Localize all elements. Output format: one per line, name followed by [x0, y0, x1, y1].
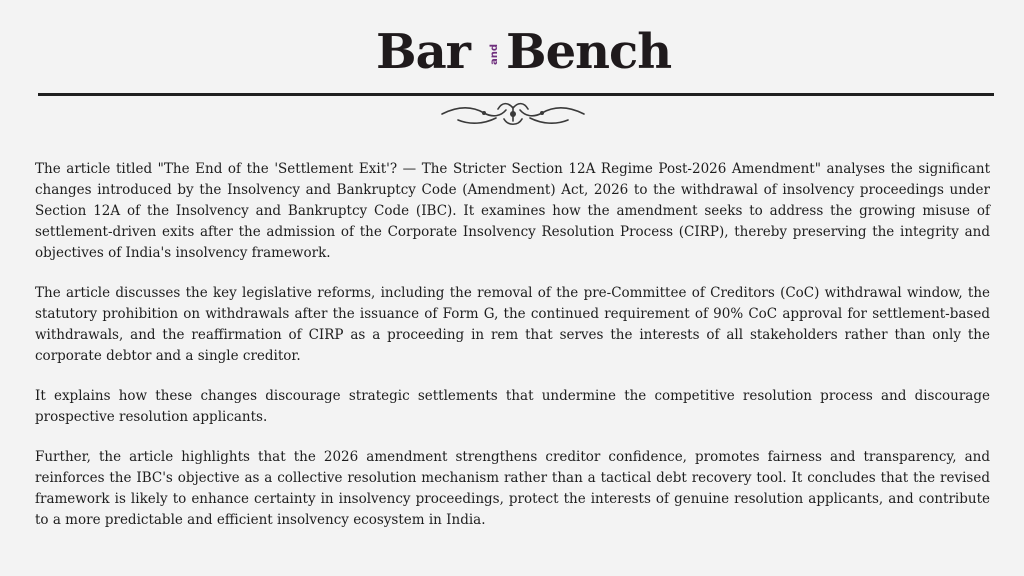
- article-paragraph-2: The article discusses the key legislative reforms, including the removal of the pre-Committee of Creditors (CoC) withdrawal window, the statutory prohibition on withdrawals after the issuance of Form G, the continued requirement of 90% CoC approval for settlement-based withdrawals, and the reaffirmation of CIRP as a proceeding in rem that serves the interests of all stakeholders rather than only the corporate debtor and a single creditor.: [35, 285, 990, 364]
- ornamental-flourish-icon: [438, 98, 588, 132]
- article-paragraph-3: It explains how these changes discourage strategic settlements that undermine the competitive resolution process and discourage prospective resolution applicants.: [35, 388, 990, 425]
- article-summary: [35, 159, 990, 550]
- masthead: [0, 18, 1024, 80]
- bar-and-bench-logo[interactable]: [376, 24, 672, 80]
- article-paragraph-1: The article titled "The End of the 'Settlement Exit'? — The Stricter Section 12A Regime Post-2026 Amendment" analyses the significant changes introduced by the Insolvency and Bankruptcy Code (Amendment) Act, 2026 to the withdrawal of insolvency proceedings under Section 12A of the Insolvency and Bankruptcy Code (IBC). It examines how the amendment seeks to address the growing misuse of settlement-driven exits after the admission of the Corporate Insolvency Resolution Process (CIRP), thereby preserving the integrity and objectives of India's insolvency framework.: [35, 161, 990, 261]
- header-divider-line: [38, 93, 994, 96]
- logo-bar-text: Bar: [376, 24, 470, 80]
- logo-and-text: and: [489, 43, 500, 65]
- article-paragraph-4: Further, the article highlights that the 2026 amendment strengthens creditor confidence, promotes fairness and transparency, and reinforces the IBC's objective as a collective resolution mechanism rather than a tactical debt recovery tool. It concludes that the revised framework is likely to enhance certainty in insolvency proceedings, protect the interests of genuine resolution applicants, and contribute to a more predictable and efficient insolvency ecosystem in India.: [35, 449, 990, 528]
- logo-bench-text: Bench: [506, 24, 672, 80]
